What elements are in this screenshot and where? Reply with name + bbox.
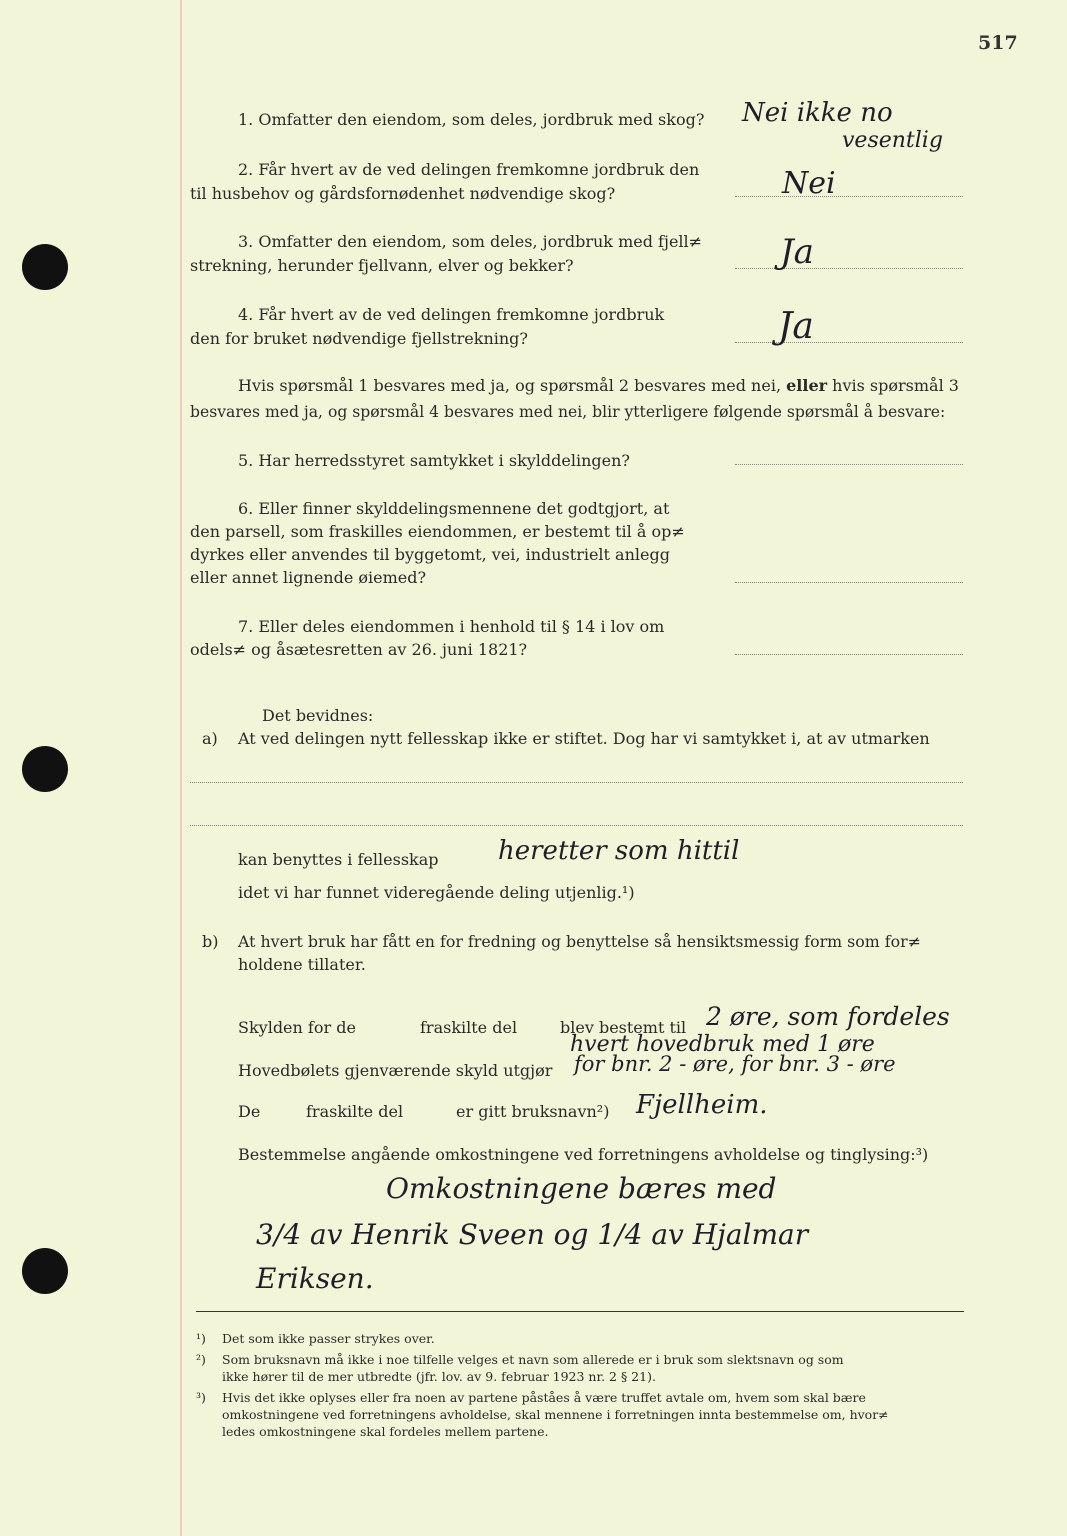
- footnote-text: Det som ikke passer strykes over.: [222, 1331, 435, 1346]
- answer-line: [735, 196, 963, 197]
- answer-line: [735, 268, 963, 269]
- item-b-cont: holdene tillater.: [238, 955, 366, 974]
- bruksnavn-handwriting: Fjellheim.: [636, 1090, 768, 1120]
- item-b-label: b): [202, 932, 219, 951]
- skyld-fraskilte: fraskilte del: [420, 1018, 518, 1037]
- footnote-1: [196, 1330, 966, 1350]
- condition-part-c: hvis spørsmål 3: [832, 376, 959, 395]
- answer-line: [735, 654, 963, 655]
- skyld-handwriting-cont: hvert hovedbruk med 1 øre: [570, 1032, 875, 1057]
- condition-text-cont: besvares med ja, og spørsmål 4 besvares med nei, blir ytterligere følgende spørsmål å besvare:: [190, 403, 946, 421]
- footnote-text: Hvis det ikke oplyses eller fra noen av partene påståes å være truffet avtale om, hvem som skal bære: [222, 1390, 866, 1405]
- answer-3: Ja: [780, 232, 814, 272]
- answer-line: [735, 464, 963, 465]
- skyld-bestemt: blev bestemt til: [560, 1018, 687, 1037]
- footnote-2: [196, 1351, 966, 1387]
- condition-part-a: Hvis spørsmål 1 besvares med ja, og spørsmål 2 besvares med nei,: [238, 376, 782, 395]
- punch-hole: [22, 1248, 68, 1294]
- answer-line: [735, 342, 963, 343]
- footnote-text: omkostningene ved forretningens avholdelse, skal mennene i forretningen innta bestemmelse om, hvor≠: [222, 1407, 889, 1422]
- item-a-text: At ved delingen nytt fellesskap ikke er stiftet. Dog har vi samtykket i, at av utmarken: [238, 729, 930, 748]
- footnote-3: [196, 1389, 966, 1443]
- answer-2: Nei: [782, 166, 836, 201]
- condition-bold: eller: [786, 376, 828, 395]
- omkostning-handwriting: Omkostningene bæres med: [386, 1172, 777, 1205]
- question-7: 7. Eller deles eiendommen i henhold til § 14 i lov om: [238, 617, 665, 636]
- answer-1: Nei ikke no: [742, 98, 893, 128]
- footnote-text: Som bruksnavn må ikke i noe tilfelle velges et navn som allerede er i bruk som slektsnavn og som: [222, 1352, 844, 1367]
- question-3-cont: strekning, herunder fjellvann, elver og bekker?: [190, 256, 574, 275]
- question-5: 5. Har herredsstyret samtykket i skylddelingen?: [238, 451, 630, 470]
- skyld-label: Skylden for de: [238, 1018, 356, 1037]
- footnote-marker: ²): [196, 1352, 206, 1367]
- answer-1-cont: vesentlig: [842, 128, 943, 153]
- answer-4: Ja: [778, 306, 814, 347]
- footnote-text: ikke hører til de mer utbredte (jfr. lov. av 9. februar 1923 nr. 2 § 21).: [222, 1369, 656, 1384]
- omkostning-label: Bestemmelse angående omkostningene ved forretningens avholdelse og tinglysing:³): [238, 1145, 929, 1164]
- item-b-text: At hvert bruk har fått en for fredning og benyttelse så hensiktsmessig form som for≠: [238, 932, 921, 951]
- bruksnavn-label: De: [238, 1102, 261, 1121]
- punch-hole: [22, 746, 68, 792]
- question-4-cont: den for bruket nødvendige fjellstrekning?: [190, 329, 528, 348]
- question-2-cont: til husbehov og gårdsfornødenhet nødvendige skog?: [190, 184, 616, 203]
- certification-heading: Det bevidnes:: [262, 706, 374, 725]
- question-3: 3. Omfatter den eiendom, som deles, jordbruk med fjell≠: [238, 232, 703, 251]
- footnote-rule: [196, 1311, 964, 1312]
- omkostning-handwriting-end: Eriksen.: [256, 1262, 374, 1295]
- question-6-cont: dyrkes eller anvendes til byggetomt, vei, industrielt anlegg: [190, 545, 670, 564]
- footnote-marker: ³): [196, 1390, 206, 1405]
- question-1: 1. Omfatter den eiendom, som deles, jordbruk med skog?: [238, 110, 705, 129]
- question-6-cont: eller annet lignende øiemed?: [190, 568, 427, 587]
- margin-line: [180, 0, 182, 1536]
- question-6-cont: den parsell, som fraskilles eiendommen, er bestemt til å op≠: [190, 522, 685, 541]
- condition-text: [238, 374, 959, 398]
- question-4: 4. Får hvert av de ved delingen fremkomne jordbruk: [238, 305, 665, 324]
- answer-line: [735, 582, 963, 583]
- hovedbol-handwriting: for bnr. 2 - øre, for bnr. 3 - øre: [574, 1052, 896, 1076]
- footnote-marker: ¹): [196, 1331, 206, 1346]
- footnote-text: ledes omkostningene skal fordeles mellem partene.: [222, 1424, 549, 1439]
- omkostning-handwriting-cont: 3/4 av Henrik Sveen og 1/4 av Hjalmar: [256, 1218, 809, 1251]
- question-2: 2. Får hvert av de ved delingen fremkomne jordbruk den: [238, 160, 700, 179]
- punch-hole: [22, 244, 68, 290]
- skyld-handwriting: 2 øre, som fordeles: [706, 1002, 950, 1031]
- item-a-label: a): [202, 729, 218, 748]
- item-a-end: idet vi har funnet videregående deling utjenlig.¹): [238, 883, 635, 902]
- blank-line: [190, 825, 963, 826]
- bruksnavn-fraskilte: fraskilte del: [306, 1102, 404, 1121]
- item-a-cont: kan benyttes i fellesskap: [238, 850, 439, 869]
- item-a-handwriting: heretter som hittil: [498, 836, 740, 866]
- question-7-cont: odels≠ og åsætesretten av 26. juni 1821?: [190, 640, 528, 659]
- page-number: 517: [978, 32, 1018, 54]
- blank-line: [190, 782, 963, 783]
- hovedbol-label: Hovedbølets gjenværende skyld utgjør: [238, 1061, 553, 1080]
- question-6: 6. Eller finner skylddelingsmennene det godtgjort, at: [238, 499, 670, 518]
- bruksnavn-gitt: er gitt bruksnavn²): [456, 1102, 610, 1121]
